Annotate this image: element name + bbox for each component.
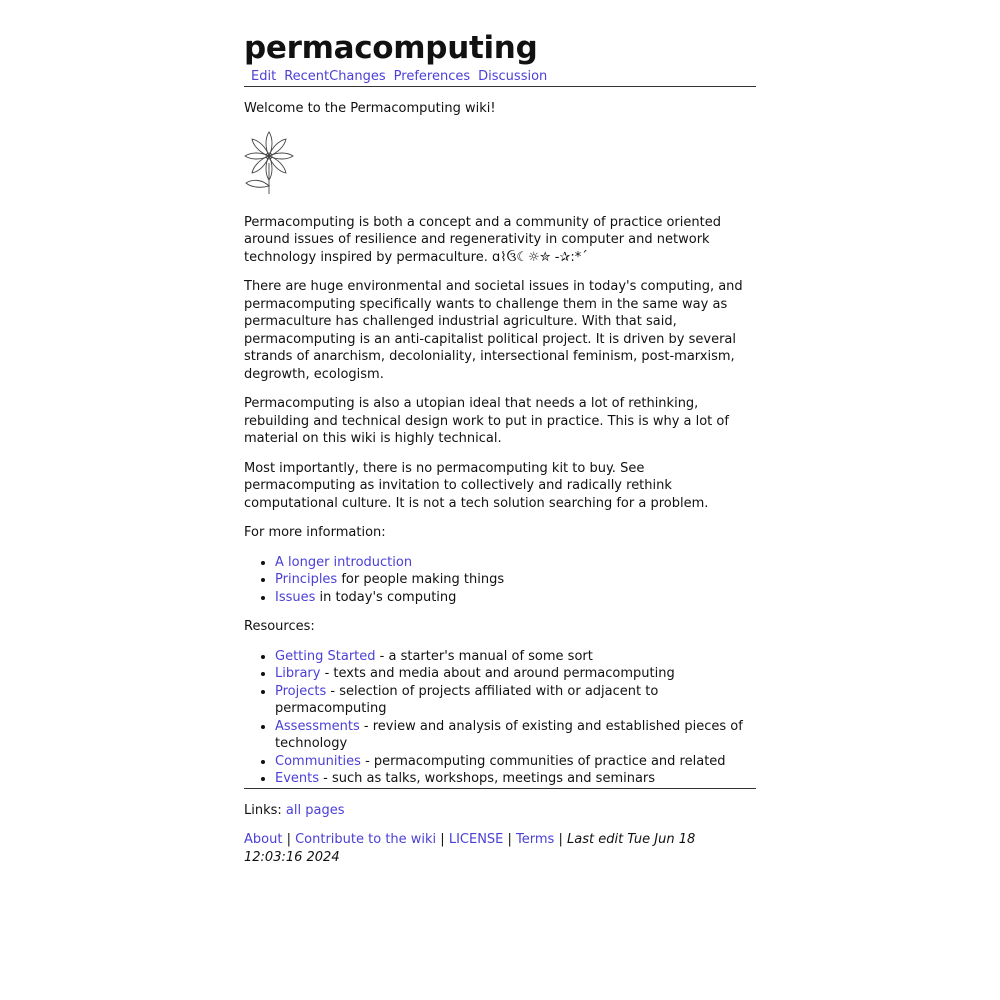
events-link[interactable]: Events [275,771,320,786]
list-item-text: for people making things [337,572,505,587]
projects-link[interactable]: Projects [275,683,327,699]
list-item [275,753,756,771]
flower-icon [244,130,296,196]
issues-link[interactable]: Issues [275,589,316,605]
footer-separator: | [282,832,296,847]
links-label: Links: [244,802,286,818]
resources-list [244,648,756,788]
footer [244,831,756,866]
terms-link[interactable]: Terms [516,832,555,847]
library-link[interactable]: Library [275,666,321,681]
top-nav [244,68,756,86]
getting-started-link[interactable]: Getting Started [275,648,376,664]
longer-introduction-link[interactable]: A longer introduction [275,554,413,570]
list-item-text: - permacomputing communities of practice and related [360,753,726,769]
nav-discussion-link[interactable]: Discussion [478,69,548,84]
list-item-text: - review and analysis of existing and established pieces of technology [275,718,743,751]
intro-paragraph-1: Permacomputing is both a concept and a community of practice oriented around issues of resilience and regenerativity in computer and network technology inspired by permaculture. ɑ⌇ઉ☾☼✮ -✰:*´ [244,214,721,265]
about-link[interactable]: About [244,832,283,847]
nav-edit-link[interactable]: Edit [251,69,277,84]
list-item [275,683,756,718]
more-info-list [244,554,756,607]
license-link[interactable]: LICENSE [448,832,504,847]
list-item-text: - selection of projects affiliated with or adjacent to permacomputing [275,683,659,716]
site-title: permacomputing [244,30,538,66]
list-item-text: - a starter's manual of some sort [375,648,593,664]
list-item-text: - texts and media about and around permacomputing [320,666,675,681]
list-item [275,554,756,572]
contribute-link[interactable]: Contribute to the wiki [295,832,437,847]
principles-link[interactable]: Principles [275,572,338,587]
welcome-text: Welcome to the Permacomputing wiki! [244,101,496,116]
footer-separator: | [554,832,567,847]
nav-recentchanges-link[interactable]: RecentChanges [284,69,386,84]
intro-paragraph-4: Most importantly, there is no permacomputing kit to buy. See permacomputing as invitation to collectively and radically rethink computational culture. It is not a tech solution searching for a problem. [244,460,709,511]
list-item [275,770,756,788]
intro-paragraph-2: There are huge environmental and societal issues in today's computing, and permacomputing specifically wants to challenge them in the same way as permaculture has challenged industrial agriculture. With that said, permacomputing is an anti-capitalist political project. It is driven by several strands of anarchism, decoloniality, intersectional feminism, post-marxism, degrowth, ecologism. [244,279,743,382]
list-item [275,718,756,753]
more-info-label: For more information: [244,525,386,540]
links-line [244,802,756,820]
communities-link[interactable]: Communities [275,753,361,769]
assessments-link[interactable]: Assessments [275,718,360,734]
list-item [275,589,756,607]
list-item-text: - such as talks, workshops, meetings and seminars [319,771,656,786]
footer-separator: | [436,832,449,847]
page [244,0,756,866]
list-item [275,665,756,683]
list-item-text: in today's computing [315,589,457,605]
intro-paragraph-3: Permacomputing is also a utopian ideal that needs a lot of rethinking, rebuilding and technical design work to put in practice. This is why a lot of material on this wiki is highly technical. [244,396,729,446]
list-item [275,648,756,666]
all-pages-link[interactable]: all pages [285,802,345,818]
footer-divider [244,788,756,789]
header-divider [244,86,756,87]
list-item [275,571,756,589]
nav-preferences-link[interactable]: Preferences [393,69,471,84]
footer-separator: | [503,832,517,847]
last-edit-text: Last edit Tue Jun 18 12:03:16 2024 [244,832,696,865]
resources-label: Resources: [244,619,315,634]
